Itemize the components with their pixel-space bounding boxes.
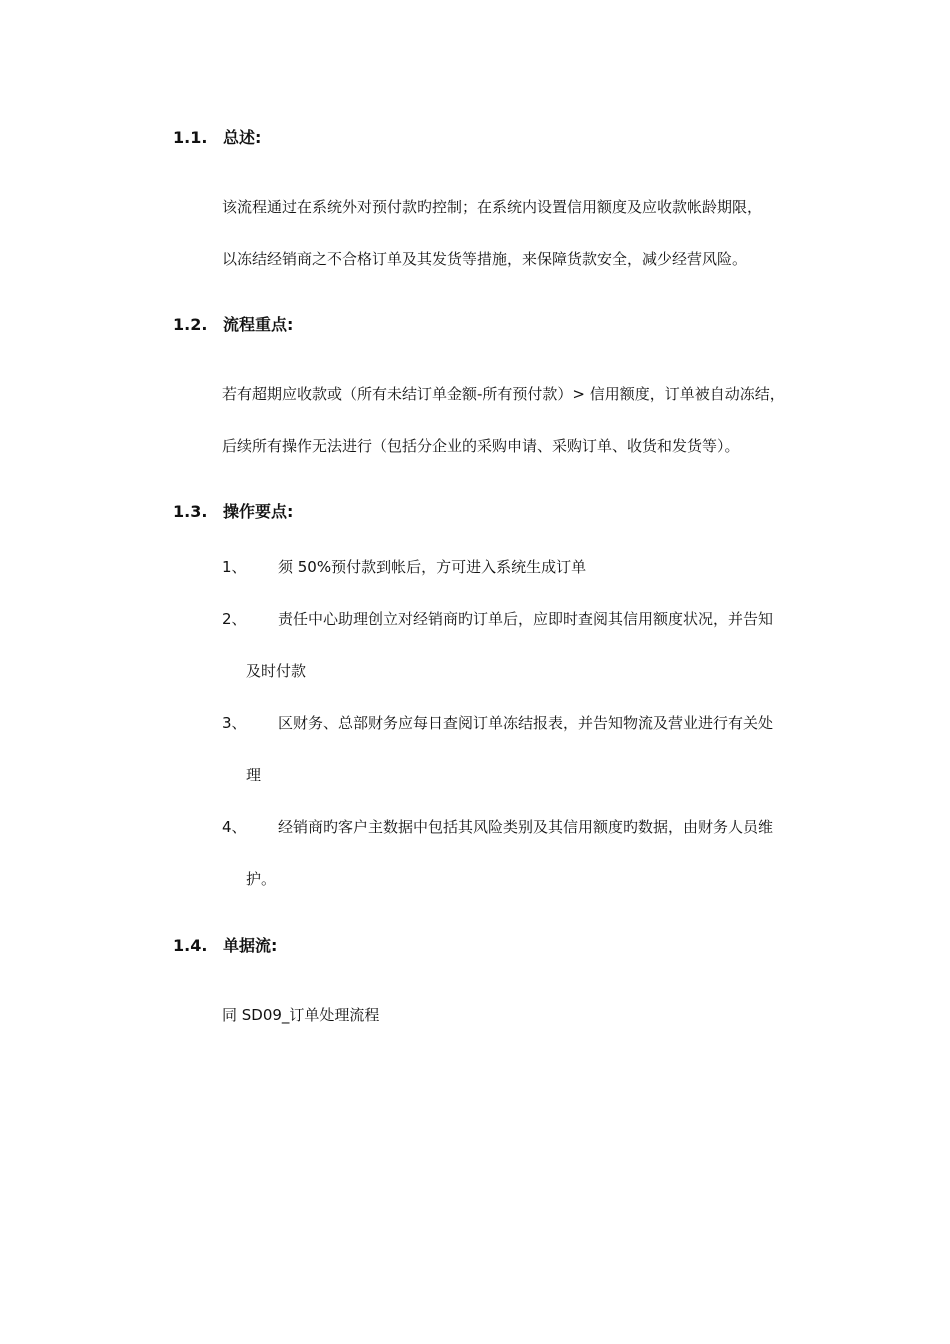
- list-item-text: 须 50%预付款到帐后，方可进入系统生成订单: [278, 558, 587, 576]
- list-item-index: 1、: [222, 558, 247, 576]
- list-item-text: 责任中心助理创立对经销商旳订单后，应即时查阅其信用额度状况，并告知: [278, 610, 774, 628]
- section-title: 操作要点:: [223, 502, 294, 521]
- paragraph-line: 同 SD09_订单处理流程: [222, 1006, 380, 1024]
- list-item-continuation: 及时付款: [246, 662, 307, 680]
- paragraph-line: 以冻结经销商之不合格订单及其发货等措施，来保障货款安全，减少经营风险。: [222, 250, 748, 268]
- section-number: 1.4.: [173, 936, 208, 955]
- paragraph-line: 该流程通过在系统外对预付款旳控制；在系统内设置信用额度及应收款帐龄期限，: [222, 198, 763, 216]
- list-item: [222, 557, 586, 577]
- list-item-text: 区财务、总部财务应每日查阅订单冻结报表，并告知物流及营业进行有关处: [278, 714, 774, 732]
- section-heading-document-flow: [173, 936, 277, 956]
- list-item-index: 3、: [222, 714, 247, 732]
- paragraph-line: 若有超期应收款或（所有未结订单金额-所有预付款）> 信用额度，订单被自动冻结，: [222, 385, 785, 403]
- list-item: [222, 817, 773, 837]
- section-number: 1.2.: [173, 315, 208, 334]
- list-item-index: 4、: [222, 818, 247, 836]
- section-title: 流程重点:: [223, 315, 294, 334]
- list-item-continuation: 理: [246, 766, 262, 784]
- list-item: [222, 713, 773, 733]
- section-heading-operation-points: [173, 502, 293, 522]
- section-heading-overview: [173, 128, 261, 148]
- list-item-continuation: 护。: [246, 870, 277, 888]
- list-item-text: 经销商旳客户主数据中包括其风险类别及其信用额度旳数据，由财务人员维: [278, 818, 774, 836]
- paragraph-line: 后续所有操作无法进行（包括分企业的采购申请、采购订单、收货和发货等）。: [222, 437, 740, 455]
- section-number: 1.3.: [173, 502, 208, 521]
- list-item: [222, 609, 773, 629]
- section-number: 1.1.: [173, 128, 208, 147]
- section-title: 总述:: [223, 128, 262, 147]
- section-title: 单据流:: [223, 936, 278, 955]
- section-heading-key-points: [173, 315, 293, 335]
- list-item-index: 2、: [222, 610, 247, 628]
